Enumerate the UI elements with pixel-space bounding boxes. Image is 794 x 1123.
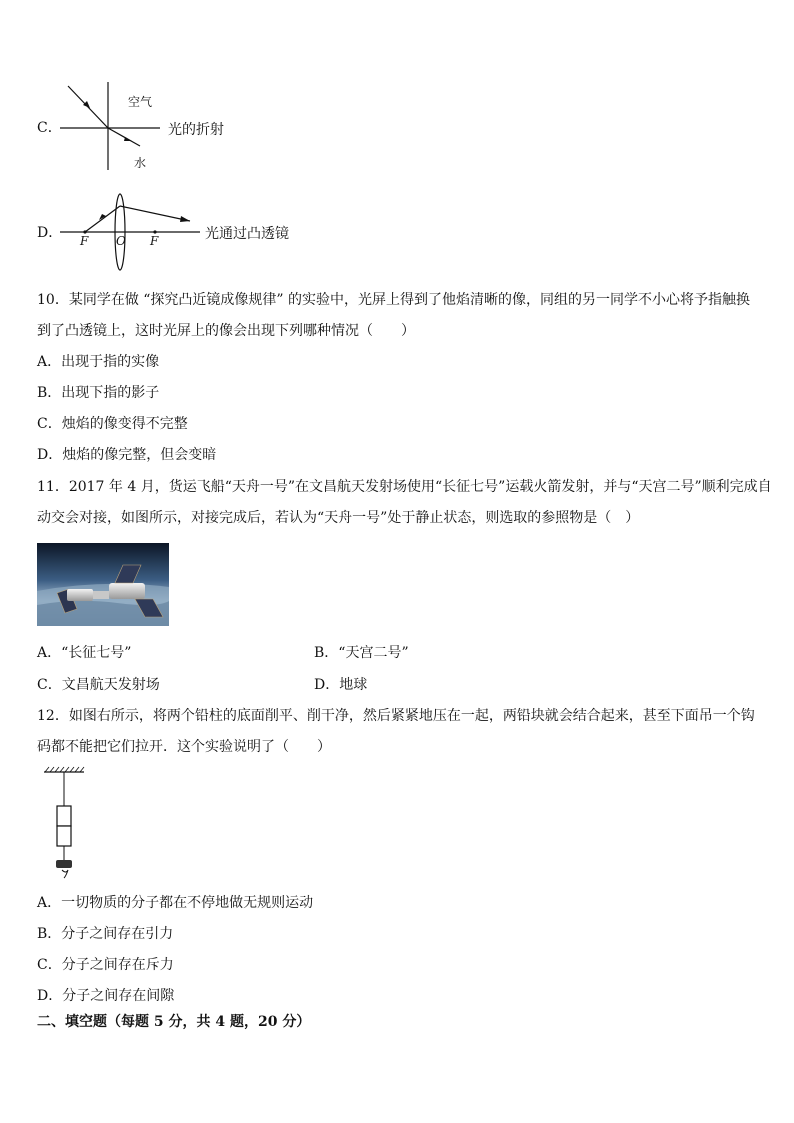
focal-point-left-label: F	[80, 234, 89, 248]
q10-stem-line1: 10．某同学在做 “探究凸近镜成像规律” 的实验中，光屏上得到了他焰清晰的像，同组的另一同学不小心将予指触换	[37, 292, 751, 308]
q12-option-c: C．分子之间存在斥力	[37, 957, 174, 973]
q12-stem-line1: 12．如图右所示，将两个铅柱的底面削平、削干净，然后紧紧地压在一起，两铅块就会结合起来，甚至下面吊一个钩	[37, 708, 755, 724]
q10-option-b: B．出现下指的影子	[37, 385, 160, 401]
q11-option-c: C．文昌航天发射场	[37, 677, 160, 693]
lead-cylinder-diagram	[42, 766, 92, 881]
option-d-label: D．	[37, 225, 63, 241]
q11-option-a: A．“长征七号”	[37, 645, 132, 661]
q12-stem-line2: 码都不能把它们拉开．这个实验说明了（ ）	[37, 739, 331, 755]
section-2-heading: 二、填空题（每题 5 分，共 4 题，20 分）	[37, 1014, 311, 1030]
option-c-label: C．	[37, 120, 62, 136]
q12-option-a: A．一切物质的分子都在不停地做无规则运动	[37, 895, 314, 911]
space-station-photo	[37, 543, 169, 626]
q10-option-a: A．出现于指的实像	[37, 354, 160, 370]
optical-center-label: O	[116, 234, 126, 248]
lens-caption: 光通过凸透镜	[205, 226, 289, 242]
q10-option-d: D．烛焰的像完整，但会变暗	[37, 447, 217, 463]
focal-point-right-label: F	[150, 234, 159, 248]
q11-stem-line1: 11．2017 年 4 月，货运飞船“天舟一号”在文昌航天发射场使用“长征七号”运载火箭发射，并与“天宫二号”顺利完成自	[37, 479, 772, 495]
air-label: 空气	[128, 95, 153, 109]
q10-option-c: C．烛焰的像变得不完整	[37, 416, 188, 432]
q11-stem-line2: 动交会对接，如图所示，对接完成后，若认为“天舟一号”处于静止状态，则选取的参照物是（ ）	[37, 510, 640, 526]
convex-lens-diagram	[60, 192, 210, 272]
refraction-caption: 光的折射	[168, 122, 224, 138]
q10-stem-line2: 到了凸透镜上，这时光屏上的像会出现下列哪种情况（ ）	[37, 323, 415, 339]
q12-option-d: D．分子之间存在间隙	[37, 988, 175, 1004]
water-label: 水	[134, 156, 147, 170]
q12-option-b: B．分子之间存在引力	[37, 926, 174, 942]
q11-option-d: D．地球	[314, 677, 368, 693]
q11-option-b: B．“天宫二号”	[314, 645, 409, 661]
refraction-diagram	[60, 82, 180, 182]
